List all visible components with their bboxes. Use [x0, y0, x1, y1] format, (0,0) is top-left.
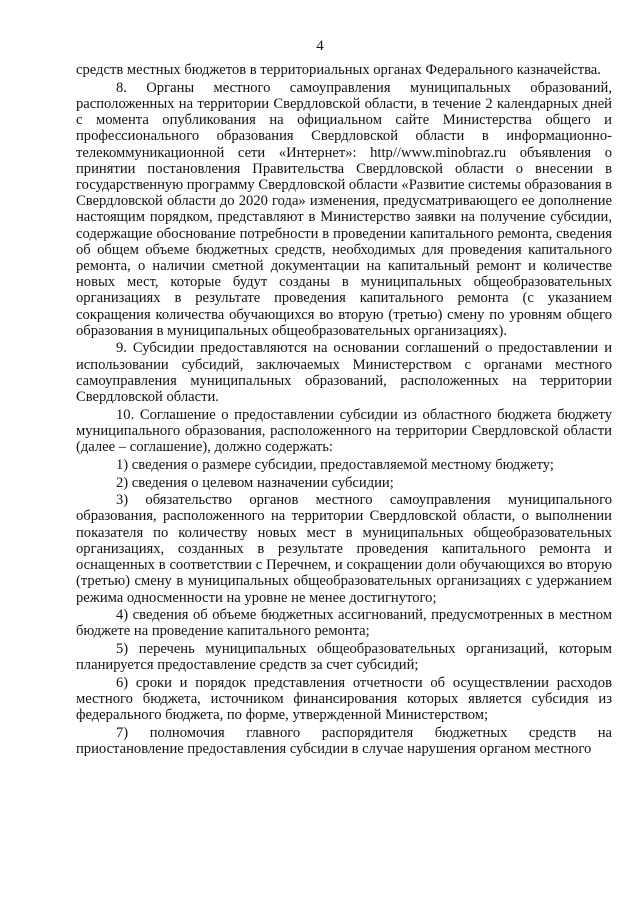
subitem-6: 6) сроки и порядок представления отчетности об осуществлении расходов местного бюджета, источником финансирования которых является субсидия из федерального бюджета, по форме, утвержденной Министерством; — [76, 675, 612, 724]
paragraph-item-9: 9. Субсидии предоставляются на основании соглашений о предоставлении и использовании субсидий, заключаемых Министерством с органами местного самоуправления муниципальных образований, расположенных на территории Свердловской области. — [76, 340, 612, 406]
paragraph-item-8: 8. Органы местного самоуправления муниципальных образований, расположенных на территории Свердловской области, в течение 2 календарных дней с момента опубликования на официальном сайте Министерства общего и профессионального образования Свердловской области в информационно-телекоммуникационной сети «Интернет»: http//www.minobraz.ru объявления о принятии постановления Правительства Свердловской области о внесении в государственную программу Свердловской области «Развитие системы образования в Свердловской области до 2020 года» изменения, предусматривающего ее дополнение настоящим порядком, представляют в Министерство заявки на получение субсидии, содержащие обоснование потребности в проведении капитального ремонта, сведения об общем объеме бюджетных средств, необходимых для проведения капитального ремонта, о наличии сметной документации на капитальный ремонт и количестве новых мест, которые будут созданы в муниципальных общеобразовательных организациях в результате проведения капитального ремонта (с указанием сокращения количества обучающихся во вторую (третью) смену по уровням общего образования в муниципальных общеобразовательных организациях). — [76, 79, 612, 339]
paragraph-item-10: 10. Соглашение о предоставлении субсидии из областного бюджета бюджету муниципального образования, расположенного на территории Свердловской области (далее – соглашение), должно содержать: — [76, 406, 612, 456]
page-number: 4 — [316, 38, 324, 54]
subitem-5: 5) перечень муниципальных общеобразовательных организаций, которым планируется предоставление средств за счет субсидий; — [76, 641, 612, 674]
subitem-2: 2) сведения о целевом назначении субсидии; — [116, 474, 394, 491]
subitem-1: 1) сведения о размере субсидии, предоставляемой местному бюджету; — [116, 456, 554, 473]
subitem-3: 3) обязательство органов местного самоуправления муниципального образования, расположенного на территории Свердловской области, о выполнении показателя по количеству новых мест в муниципальных общеобразовательных организациях, созданных в результате проведения капитального ремонта и оснащенных в соответствии с Перечнем, и сокращении доли обучающихся во вторую (третью) смену в муниципальных общеобразовательных организациях с удержанием режима односменности на уровне не менее достигнутого; — [76, 492, 612, 606]
subitem-4: 4) сведения об объеме бюджетных ассигнований, предусмотренных в местном бюджете на проведение капитального ремонта; — [76, 607, 612, 640]
paragraph-continuation: средств местных бюджетов в территориальных органах Федерального казначейства. — [76, 62, 601, 78]
document-body — [76, 62, 612, 759]
subitem-7: 7) полномочия главного распорядителя бюджетных средств на приостановление предоставления субсидии в случае нарушения органом местного — [76, 725, 612, 758]
